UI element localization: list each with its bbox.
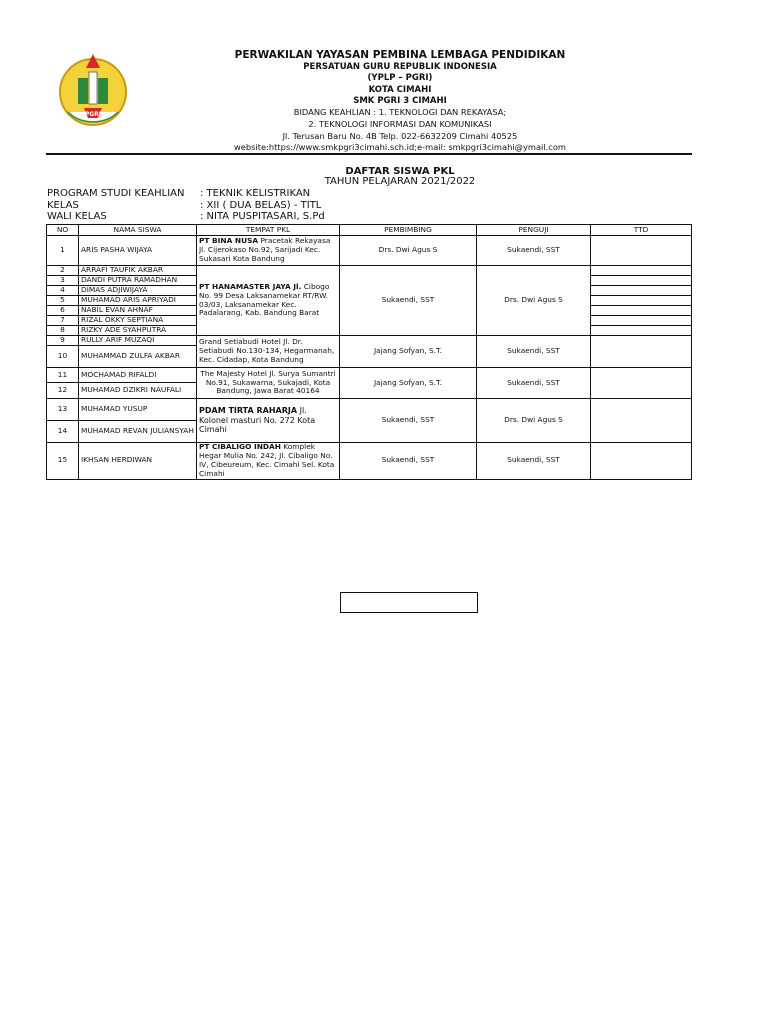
signature-cell: [591, 399, 692, 443]
student-name: ARIS PASHA WIJAYA: [79, 236, 197, 266]
place-address: Pracetak Rekayasa Jl. Cijerokaso No.92, Sarijadi Kec. Sukasari Kota Bandung: [199, 236, 331, 263]
kelas-label: KELAS: [47, 200, 79, 211]
wali-value: : NITA PUSPITASARI, S.Pd: [200, 211, 325, 222]
supervisor: Sukaendi, SST: [340, 443, 477, 480]
signature-cell: [591, 336, 692, 368]
row-no: 7: [47, 316, 79, 326]
signature-cell: [591, 236, 692, 266]
place-address: The Majesty Hotel Jl. Surya Sumantri No.91, Sukawarna, Sukajadi, Kota Bandung, Jawa Barat 40164: [200, 368, 336, 396]
row-no: 9: [47, 336, 79, 346]
pkl-place: [197, 236, 340, 266]
examiner: Drs. Dwi Agus S: [477, 266, 591, 336]
student-table: [46, 224, 692, 480]
table-row: [47, 266, 692, 276]
place-address: Komplek Hegar Mulia No. 242, Jl. Cibaligo No. IV, Cibeureum, Kec. Cimahi Sel. Kota Cimahi: [199, 442, 335, 478]
place-address: Cibogo No. 99 Desa Laksanamekar RT/RW. 03/03, Laksanamekar Kec. Padalarang, Kab. Bandung Barat: [199, 281, 330, 318]
table-row: [47, 399, 692, 421]
examiner: Drs. Dwi Agus S: [477, 399, 591, 443]
academic-year: TAHUN PELAJARAN 2021/2022: [324, 176, 476, 187]
place-company: PDAM TIRTA RAHARJA: [199, 406, 298, 416]
table-row: [47, 368, 692, 383]
place-company: PT BINA NUSA: [199, 236, 259, 246]
wali-label: WALI KELAS: [47, 211, 107, 222]
row-no: 11: [47, 368, 79, 383]
header-no: NO: [47, 225, 79, 236]
student-name: RULLY ARIF MUZAQI: [79, 336, 197, 346]
examiner: Sukaendi, SST: [477, 368, 591, 399]
signature-cell: [591, 443, 692, 480]
header-supervisor: PEMBIMBING: [340, 225, 477, 236]
student-name: RIZAL OKKY SEPTIANA: [79, 316, 197, 326]
header-association: PERSATUAN GURU REPUBLIK INDONESIA: [303, 62, 497, 72]
place-company: PT CIBALIGO INDAH: [199, 442, 281, 451]
row-no: 1: [47, 236, 79, 266]
header-place: TEMPAT PKL: [197, 225, 340, 236]
student-name: MUHAMAD DZIKRI NAUFALI: [79, 383, 197, 399]
pkl-place: [197, 266, 340, 336]
row-no: 14: [47, 421, 79, 443]
student-name: RIZKY ADE SYAHPUTRA: [79, 326, 197, 336]
signature-cell: [591, 296, 692, 306]
row-no: 12: [47, 383, 79, 399]
student-name: ARRAFI TAUFIK AKBAR: [79, 266, 197, 276]
row-no: 4: [47, 286, 79, 296]
header-signature: TTD: [591, 225, 692, 236]
student-name: IKHSAN HERDIWAN: [79, 443, 197, 480]
program-value: : TEKNIK KELISTRIKAN: [200, 188, 311, 199]
supervisor: Sukaendi, SST: [340, 266, 477, 336]
signature-cell: [591, 306, 692, 316]
place-address: Jl. Kolonel masturi No. 272 Kota Cimahi: [199, 406, 316, 435]
signature-cell: [591, 368, 692, 399]
header-address: Jl. Terusan Baru No. 4B Telp. 022-6632209 Cimahi 40525: [282, 131, 518, 141]
header-school: SMK PGRI 3 CIMAHI: [353, 96, 447, 106]
table-row: [47, 443, 692, 480]
student-name: DANDI PUTRA RAMADHAN: [79, 276, 197, 286]
examiner: Sukaendi, SST: [477, 443, 591, 480]
row-no: 2: [47, 266, 79, 276]
pkl-place: [197, 368, 340, 399]
signature-cell: [591, 286, 692, 296]
row-no: 8: [47, 326, 79, 336]
student-name: NABIL EVAN AHNAF: [79, 306, 197, 316]
row-no: 10: [47, 346, 79, 368]
examiner: Sukaendi, SST: [477, 336, 591, 368]
pkl-place: [197, 336, 340, 368]
pkl-place: [197, 399, 340, 443]
header-city: KOTA CIMAHI: [368, 85, 432, 95]
student-name: MUHAMAD REVAN JULIANSYAH: [79, 421, 197, 443]
table-header-row: [47, 225, 692, 236]
header-name: NAMA SISWA: [79, 225, 197, 236]
examiner: Sukaendi, SST: [477, 236, 591, 266]
header-examiner: PENGUJI: [477, 225, 591, 236]
student-name: MUHAMMAD ZULFA AKBAR: [79, 346, 197, 368]
row-no: 6: [47, 306, 79, 316]
student-name: MOCHAMAD RIFALDI: [79, 368, 197, 383]
supervisor: Jajang Sofyan, S.T.: [340, 368, 477, 399]
kelas-value: : XII ( DUA BELAS) - TITL: [200, 200, 322, 211]
empty-box: [340, 592, 478, 613]
header-field-1: BIDANG KEAHLIAN : 1. TEKNOLOGI DAN REKAYASA;: [293, 107, 507, 117]
student-name: MUHAMAD YUSUP: [79, 399, 197, 421]
program-label: PROGRAM STUDI KEAHLIAN: [47, 188, 185, 199]
supervisor: Sukaendi, SST: [340, 399, 477, 443]
supervisor: Drs. Dwi Agus S: [340, 236, 477, 266]
header-rule: [46, 153, 692, 155]
signature-cell: [591, 266, 692, 276]
row-no: 15: [47, 443, 79, 480]
table-row: [47, 236, 692, 266]
place-address: Grand Setiabudi Hotel Jl. Dr. Setiabudi No.130-134, Hegarmanah, Kec. Cidadap, Kota Bandung: [199, 337, 335, 364]
header-foundation: PERWAKILAN YAYASAN PEMBINA LEMBAGA PENDIDIKAN: [234, 49, 566, 61]
place-company: PT HANAMASTER JAYA Jl.: [199, 281, 302, 291]
student-name: MUHAMAD ARIS APRIYADI: [79, 296, 197, 306]
row-no: 3: [47, 276, 79, 286]
supervisor: Jajang Sofyan, S.T.: [340, 336, 477, 368]
header-field-2: 2. TEKNOLOGI INFORMASI DAN KOMUNIKASI: [308, 119, 492, 129]
document-title: DAFTAR SISWA PKL: [345, 166, 455, 177]
student-name: DIMAS ADJIWIJAYA: [79, 286, 197, 296]
row-no: 13: [47, 399, 79, 421]
row-no: 5: [47, 296, 79, 306]
header-website: website:https://www.smkpgri3cimahi.sch.id;e-mail: smkpgri3cimahi@ymail.com: [233, 142, 566, 152]
signature-cell: [591, 316, 692, 326]
header-yplp: (YPLP – PGRI): [367, 73, 433, 83]
logo-text: PGRI: [84, 111, 102, 118]
table-row: [47, 336, 692, 346]
signature-cell: [591, 326, 692, 336]
pkl-place: [197, 443, 340, 480]
school-logo: [52, 50, 134, 130]
signature-cell: [591, 276, 692, 286]
